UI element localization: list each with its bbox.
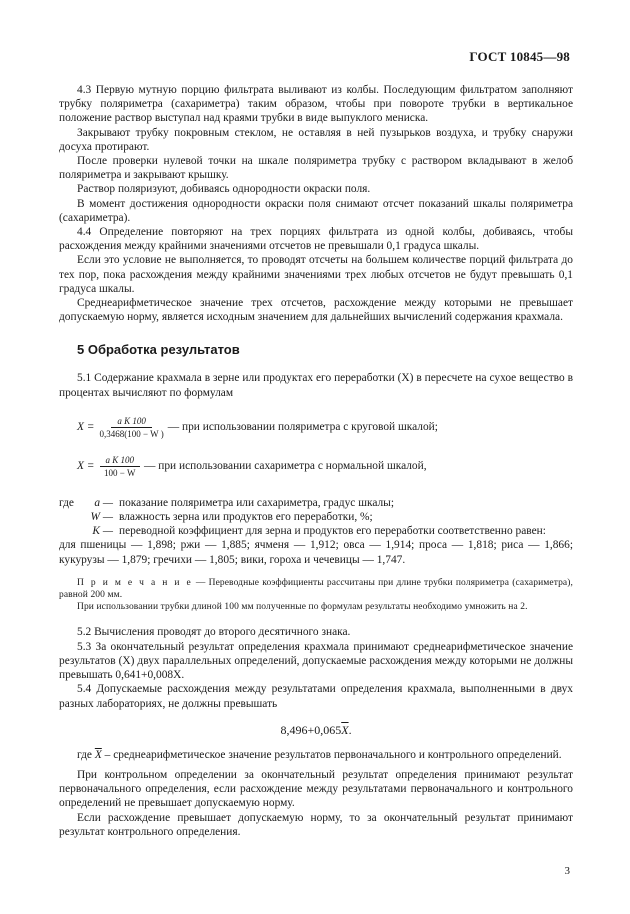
coefficient-values: для пшеницы — 1,898; ржи — 1,885; ячменя — 1,912; овса — 1,914; проса — 1,818; риса — 1,866; кукурузы — 1,879; гречихи — 1,805; вики, гороха и чечевицы — 1,747. <box>59 539 573 566</box>
note <box>59 577 573 601</box>
note-continuation: При использовании трубки длиной 100 мм полученные по формулам результаты необходимо умножить на 2. <box>77 602 528 613</box>
paragraph-4-3: 4.3 Первую мутную порцию фильтрата выливают из колбы. Последующим фильтратом заполняют трубку поляриметра (сахариметра) таким образом, чтобы при повороте трубки в вертикальное положение раствор выступал над краями трубки в виде выпуклого мениска. <box>59 84 573 125</box>
definition-lead: где <box>59 496 74 509</box>
xbar-definition <box>59 748 573 762</box>
formula-numerator: a K 100 <box>100 455 141 467</box>
paragraph-polarize: Раствор поляризуют, добиваясь однородности окраски поля. <box>77 183 371 196</box>
main-content <box>59 83 573 839</box>
xbar-text: – среднеарифметическое значение результатов первоначального и контрольного определений. <box>104 748 562 761</box>
definition-symbol: a — <box>94 496 113 509</box>
formula-fraction <box>100 455 141 478</box>
paragraph-more-portions: Если это условие не выполняется, то проводят отсчеты на большем количестве порций фильтрата до тех пор, пока расхождения между крайними значениями трех любых отсчетов не будут превышать 0,1 градуса шкалы. <box>59 254 573 295</box>
page-number: 3 <box>564 865 570 877</box>
definition-symbol: W — <box>90 511 113 524</box>
paragraph-exceed: Если расхождение превышает допускаемую норму, то за окончательный результат принимают результат контрольного определения. <box>59 811 573 838</box>
xbar-symbol: $\overline{X}$ <box>94 748 102 761</box>
formula-interlab <box>59 723 573 738</box>
paragraph-5-3: 5.3 За окончательный результат определения крахмала принимают среднеарифметическое значение результатов (X) двух параллельных определений, допускаемые расхождения между которыми не должны превышать 0,641+0,008X. <box>59 640 573 682</box>
paragraph-zero-check: После проверки нулевой точки на шкале поляриметра трубку с раствором вкладывают в желоб поляриметра и закрывают крышку. <box>59 155 573 182</box>
paragraph-mean-value: Среднеарифметическое значение трех отсчетов, расхождение между которыми не превышает допускаемую норму, является исходным значением для дальнейших вычислений содержания крахмала. <box>59 297 573 324</box>
xbar-lead: где <box>77 748 92 761</box>
paragraph-5-4: 5.4 Допускаемые расхождения между результатами определения крахмала, выполненными в двух разных лабораториях, не должны превышать <box>59 683 573 710</box>
formula-fraction <box>100 416 164 439</box>
formula-description: — при использовании сахариметра с нормальной шкалой, <box>144 460 427 473</box>
formula-xbar: $\overline{X}$ <box>341 722 349 737</box>
section-5-heading: 5 Обработка результатов <box>77 342 240 358</box>
note-text: — Переводные коэффициенты рассчитаны при длине трубки поляриметра (сахариметра), равной 200 мм. <box>59 577 573 601</box>
paragraph-5-2: 5.2 Вычисления проводят до второго десятичного знака. <box>77 626 351 639</box>
definition-lead <box>59 524 79 538</box>
formula-polarimeter <box>77 416 573 439</box>
definition-text: влажность зерна или продуктов его переработки, %; <box>119 511 373 524</box>
formula-numerator: a K 100 <box>111 416 152 428</box>
paragraph-5-1: 5.1 Содержание крахмала в зерне или продуктах его переработки (X) в пересчете на сухое вещество в процентах вычисляют по формулам <box>59 372 573 399</box>
formula-description: — при использовании поляриметра с круговой шкалой; <box>167 421 438 434</box>
definition-text: переводной коэффициент для зерна и продуктов его переработки соответственно равен: <box>119 525 546 538</box>
paragraph-control: При контрольном определении за окончательный результат определения принимают результат первоначального определения, если расхождение между результатами первоначального и контрольного определений не превышает допускаемую норму. <box>59 768 573 810</box>
document-number-header: ГОСТ 10845—98 <box>469 49 570 64</box>
formula-dot: . <box>348 722 352 737</box>
paragraph-reading: В момент достижения однородности окраски поля снимают отсчет показаний шкалы поляриметра (сахариметра). <box>59 197 573 224</box>
formula-constant: 8,496+0,065 <box>280 722 342 737</box>
definition-k <box>59 524 573 538</box>
definition-text: показание поляриметра или сахариметра, градус шкалы; <box>119 496 394 509</box>
definition-lead <box>59 510 79 524</box>
definition-symbol: K — <box>92 525 113 538</box>
formula-denominator: 100 − W <box>104 467 136 478</box>
definition-a <box>59 496 573 510</box>
formula-lhs: X = <box>77 421 95 434</box>
formula-saccharimeter <box>77 455 573 478</box>
formula-lhs: X = <box>77 460 95 473</box>
variable-definitions <box>59 496 573 567</box>
paragraph-4-4: 4.4 Определение повторяют на трех порциях фильтрата из одной колбы, добиваясь, чтобы расхождения между крайними значениями отсчетов не превышали 0,1 градуса шкалы. <box>59 226 573 253</box>
note-label: П р и м е ч а н и е <box>77 577 193 588</box>
paragraph-cover-glass: Закрывают трубку покровным стеклом, не оставляя в ней пузырьков воздуха, и трубку снаружи досуха протирают. <box>59 126 573 153</box>
formula-denominator: 0,3468(100 − W ) <box>99 428 164 439</box>
definition-w <box>59 510 573 524</box>
